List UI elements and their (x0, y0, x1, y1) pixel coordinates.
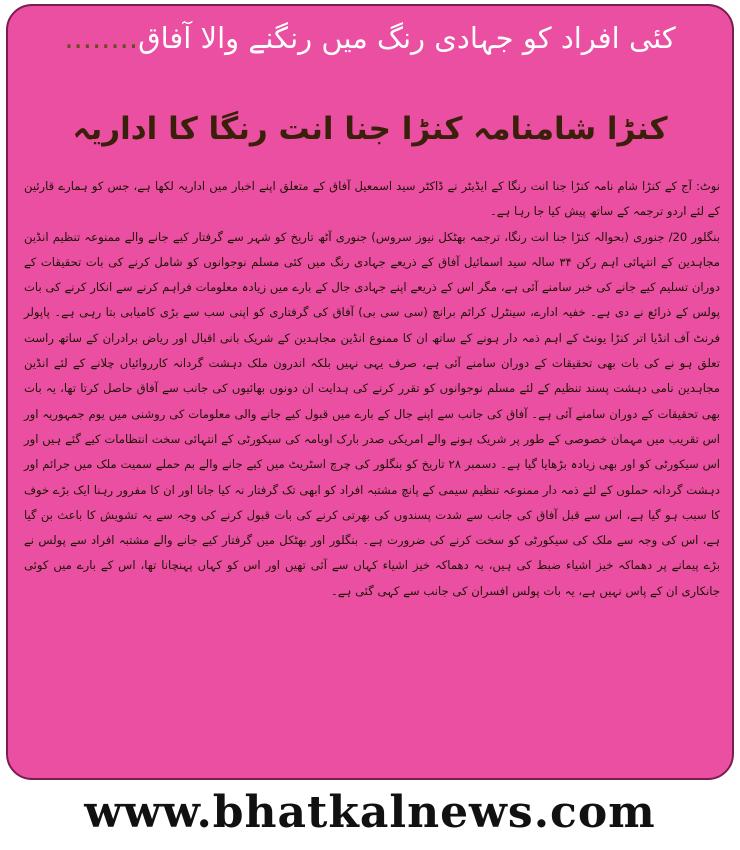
article-card (6, 4, 734, 780)
website-url: www.bhatkalnews.com (84, 787, 656, 838)
subheadline: کنڑا شامنامہ کنڑا جنا انت رنگا کا اداریہ (72, 111, 668, 147)
article-text: بنگلور 20/ جنوری (بحوالہ کنڑا جنا انت رنگا، ترجمہ بھٹکل نیوز سروس) جنوری آٹھ تاریخ کو شہر سے گرفتار کیے جانے والے ممنوعہ تنظیم انڈین مجاہدین کے انتہائی اہم رکن ۳۴ سالہ سید اسمائیل آفاق کے ذریعے جہادی رنگ میں کئی مسلم نوجوانوں کو شامل کرنے کی بات تحقیقات کے دوران تسلیم کیے جانے کی خبر سامنے آئی ہے، مگر اس کے ذریعے اپنے جہادی جال کے بارے میں زیادہ معلومات فراہم کرنے سے انکار کرنے کی بات پولس کے ذرائع نے دی ہے۔ خفیہ ادارے، سینٹرل کرائم برانچ (سی سی بی) آفاق کی گرفتاری کو اپنی سب سے بڑی کامیابی بتا رہی ہے۔ پاپولر فرنٹ آف انڈیا اتر کنڑا یونٹ کے اہم ذمہ دار ہونے کے ساتھ ان کا ممنوع انڈین مجاہدین کے شریک بانی اقبال اور ریاض برادران کے ساتھ راست تعلق ہو نے کی بات بھی تحقیقات کے دوران سامنے آئی ہے، صرف یہی نہیں بلکہ اندرون ملک دہشت گردانہ کارروائیاں چلانے کے لئے انڈین مجاہدین نامی دہشت پسند تنظیم کے لئے مسلم نوجوانوں کو تقرر کرنے کی ہدایت ان دونوں بھائیوں کی جانب سے آفاق حاصل کرتا تھا، یہ بات بھی تحقیقات کے دوران سامنے آئی ہے۔ آفاق کی جانب سے اپنے جال کے بارے میں قبول کیے جانے والی معلومات کی روشنی میں یوم جمہوریہ اور اس تقریب میں مہمان خصوصی کے طور پر شریک ہونے والے امریکی صدر بارک اوبامہ کی سیکورٹی کے انتہائی سخت انتظامات کیے گئے ہیں اور اس سیکورٹی کو اور بھی زیادہ بڑھایا گیا ہے۔ دسمبر ۲۸ تاریخ کو بنگلور کی چرچ اسٹریٹ میں کیے جانے والے بم حملے سمیت ملک میں جرائم اور دہشت گردانہ حملوں کے لئے ذمہ دار ممنوعہ تنظیم سیمی کے پانچ مشتبہ افراد کو ابھی تک گرفتار نہ کیا جانا اور ان کا مفرور رہنا ایک بڑے خوف کا سبب ہو گیا ہے، اس سے قبل آفاق کی جانب سے شدت پسندوں کی بھرتی کرنے کی بات قبول کرنے کی وجہ سے یہ تشویش کا باعث بن گیا ہے، اس کی وجہ سے ملک کی سیکورٹی کو سخت کرنے کی ضرورت ہے۔ بنگلور اور بھٹکل میں گرفتار کیے جانے والے مشتبہ افراد سے پولس نے بڑے پیمانے پر دھماکہ خیز اشیاء ضبط کی ہیں، یہ دھماکہ خیز اشیاء کہاں سے آئی تھیں اور اس کو کہاں پہنچانا تھا، اس کے بارے میں کوئی جانکاری ان کے پاس نہیں ہے، یہ بات پولس افسران کی جانب سے کہی گئی ہے۔ (24, 229, 721, 598)
article-body (24, 174, 720, 604)
editor-note: نوٹ: آج کے کنڑا شام نامہ کنڑا جنا انت رنگا کے ایڈیٹر نے ڈاکٹر سید اسمعیل آفاق کے متعلق اپنے اخبار میں اداریہ لکھا ہے، جس کو ہمارے قارئین کے لئے اردو ترجمہ کے ساتھ پیش کیا جا رہا ہے۔ (24, 179, 720, 219)
headline (8, 16, 732, 60)
headline-text: کئی افراد کو جہادی رنگ میں رنگنے والا آفاق (138, 21, 676, 55)
headline-ellipsis: ........ (64, 21, 139, 55)
